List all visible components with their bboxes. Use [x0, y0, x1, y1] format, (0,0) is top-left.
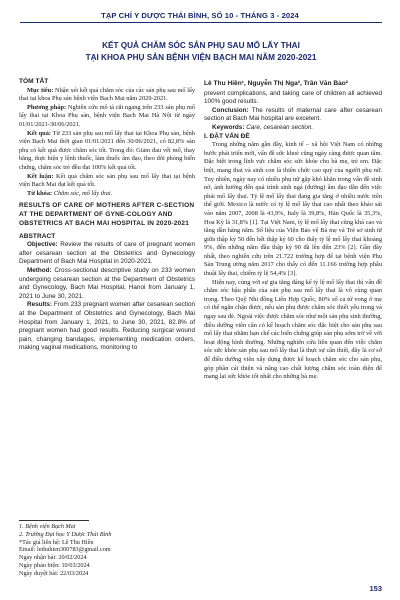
objective-vi-label: Mục tiêu:: [27, 86, 54, 94]
footnote-received: Ngày nhận bài: 20/02/2024: [19, 554, 87, 562]
conclusion-vi-label: Kết luận:: [27, 172, 54, 180]
conclusion-vi: [19, 173, 195, 190]
keywords-en-text: Care, cesarean section.: [244, 123, 314, 131]
journal-header: TẠP CHÍ Y DƯỢC THÁI BÌNH, SỐ 10 - THÁNG 3 - 2024: [101, 11, 299, 20]
results-en-text: From 233 pregnant women after cesarean section at the Department of Obstetrics and Gynecology, Bach Mai Hospital from January 1, 2021, to June 30, 2021, 82.8% of pregnant women had good results. Reducing surgical wound pain, changing bandages, implementing medication orders, making vaginal medications, monitoring to: [19, 301, 195, 352]
method-en-label: Method:: [27, 267, 52, 275]
footnote-email: Email: lethuhien300783@gmail.com: [19, 546, 111, 554]
method-en: [19, 267, 195, 301]
keywords-vi-label: Từ khóa:: [27, 189, 53, 197]
method-vi: [19, 104, 195, 130]
objective-en-text: Review the results of care of pregnant women after cesarean section at the Obstetrics and Gynecology Department of Bach Mai Hospital in 2020-2021.: [19, 241, 195, 266]
english-title: RESULTS OF CARE OF MOTHERS AFTER C-SECTION AT THE DEPARTMENT OF GYNE-COLOGY AND OBSTETRICS AT BACH MAI HOSPITAL IN 2020-2021: [19, 202, 195, 227]
objective-en-label: Objective:: [27, 241, 58, 249]
intro-paragraph-2: Hiện nay, cùng với sự gia tăng đáng kể tỷ lệ mổ lấy thai thì vấn đề chăm sóc hậu phẫu của sản phụ sau mổ lấy thai là vô cùng quan trọng. Theo Quỹ Nhi đồng Liên Hợp Quốc, 80% số ca tử vong ở mẹ có thể ngăn chặn được, nếu sản phụ được chăm sóc thiết yếu trong và ngay sau đẻ. Ngoài việc được chăm sóc như một sản phụ sinh thường, điều dưỡng viên cần có kế hoạch chăm sóc đặc biệt cho sản phụ sau mổ lấy thai nhằm hạn chế các biến chứng giúp sản phụ sớm trở về với hoạt động bình thường. Những nghiên cứu liên quan đến việc chăm sóc sức khỏe sản phụ sau mổ lấy thai là thực sự cần thiết, đây là cơ sở để điều dưỡng viên xây dựng được kế hoạch chăm sóc cho sản phụ, góp phần cải thiện và nâng cao chất lượng chăm sóc toàn diện để mang lại sức khỏe tốt nhất cho những bà mẹ.: [204, 278, 382, 381]
footnote-accepted: Ngày duyệt bài: 22/03/2024: [19, 569, 89, 577]
left-column: [19, 78, 195, 353]
title-line-2: TẠI KHOA PHỤ SẢN BỆNH VIỆN BẠCH MAI NĂM 2020-2021: [85, 53, 317, 62]
results-vi-label: Kết quả:: [27, 129, 51, 137]
keywords-vi-text: Chăm sóc, mổ lấy thai.: [52, 189, 113, 197]
objective-vi: [19, 87, 195, 104]
objective-vi-text: Nhận xét kết quả chăm sóc của các sản phụ sau mổ lấy thai tại khoa Phụ sản bệnh viện Bạch Mai năm 2020-2021.: [19, 86, 196, 103]
right-column: [204, 80, 382, 382]
results-vi-text: Từ 233 sản phụ sau mổ lấy thai tại Khoa Phụ sản, bệnh viện Bạch Mai thời gian 01/01/2021 đến 30/06/2021, có 82,8% sản phụ có kết quả được chăm sóc tốt. Trong đó: Giảm đau vết mổ, thay băng, thực hiện y lệnh thuốc, làm thuốc âm đạo, theo dõi phòng biến chứng, chăm sóc trẻ đều đạt 100% kết quả tốt.: [19, 129, 195, 171]
tomtat-heading: TÓM TẮT: [19, 78, 49, 85]
footnote-reviewed: Ngày phản biện: 10/03/2024: [19, 561, 90, 569]
page-number: 153: [369, 584, 382, 593]
method-vi-label: Phương pháp:: [27, 103, 67, 111]
results-vi: [19, 130, 195, 173]
conclusion-en-label: Conclusion:: [212, 106, 249, 114]
title-line-1: KẾT QUẢ CHĂM SÓC SẢN PHỤ SAU MỔ LẤY THAI: [102, 41, 300, 50]
results-en: [19, 301, 195, 353]
header-rule: [20, 22, 382, 23]
intro-heading: I. ĐẶT VẤN ĐỀ: [204, 132, 250, 140]
results-en-label: Results:: [27, 301, 53, 309]
authors: Lê Thu Hiền¹, Nguyễn Thị Nga², Trần Văn Bảo²: [204, 80, 348, 87]
method-en-text: Cross-sectional descriptive study on 233 women undergoing cesarean section at the Department of Obstetrics and Gynecology, Bach Mai Hospital, Hanoi from January 1, 2021 to June 30, 2021.: [19, 267, 195, 300]
footnotes: [19, 520, 195, 578]
conclusion-en-text: The results of maternal care after cesarean section at Bach Mai hospital are excelent.: [204, 106, 382, 123]
objective-en: [19, 241, 195, 267]
keywords-vi: [19, 190, 195, 199]
keywords-en: [204, 124, 382, 133]
method-vi-text: Nghiên cứu mô tả cắt ngang trên 233 sản phụ mổ lấy thai tại Khoa Phụ sản, bệnh viện Bạch Mai Hà Nội từ ngày 01/01/2021-30/06/2021.: [19, 103, 195, 128]
footnote-affiliation-2: 2. Trường Đại học Y Dược Thái Bình: [19, 530, 112, 538]
footnote-corresponding: *Tác giả liên hệ: Lê Thu Hiền: [19, 538, 94, 546]
keywords-en-label: Keywords:: [212, 123, 245, 131]
footnote-affiliation-1: 1. Bệnh viện Bạch Mai: [19, 523, 76, 530]
results-en-continued: prevent complications, and taking care of children all achieved 100% good results.: [204, 89, 382, 106]
conclusion-vi-text: Kết quả chăm sóc sản phụ sau mổ lấy thai tại bệnh viện Bạch Mai đạt kết quả tốt.: [19, 172, 195, 189]
article-title: [20, 40, 382, 64]
intro-paragraph-1: Trong những năm gần đây, kinh tế – xã hội Việt Nam có những bước phát triển mới, vấn đề sức khoẻ cũng ngày càng được quan tâm. Đặc biệt trong lĩnh vực chăm sóc sức khỏe cho bà mẹ, trẻ em. Đặc biệt, mang thai và sinh con là thiên chức cao quý của người phụ nữ. Tuy nhiên, ngày nay có nhiều phụ nữ gặp khó khăn trong vấn đề sinh nở, ảnh hưởng đến quá trình sinh ngả (đường) âm đạo dẫn đến việc phải mổ lấy thai. Tỷ lệ mổ lấy thai đang gia tăng ở nhiều nước trên thế giới. Mexico là nước có tỷ lệ mổ lấy thai cao nhất theo khảo sát vào năm 2007, 2008 là 43,9%, Italy là 39,8%, Hàn Quốc là 35,3%, Hoa Kỳ là 31,8% [1]. Tại Việt Nam, tỷ lệ mổ lấy thai cũng khá cao và tăng dần hàng năm. Số liệu của Viện Bảo vệ Bà mẹ và Trẻ sơ sinh từ giữa thập kỷ 50 đến hết thập kỷ 60 cho thấy tỷ lệ mổ lấy thai khoảng 9%, đến những năm đầu thập kỷ 90 đã lên đến 23% [2]. Gần đây nhất, theo nghiên cứu trên 21.722 trường hợp để tại bệnh viện Phụ Sản Trung ương năm 2017 cho thấy có đến 11.166 trường hợp phẫu thuật lấy thai, chiếm tỷ lệ 54,4% [3].: [204, 141, 382, 278]
conclusion-en: [204, 107, 382, 124]
footnote-rule: [19, 520, 89, 521]
abstract-heading: ABSTRACT: [19, 232, 56, 240]
